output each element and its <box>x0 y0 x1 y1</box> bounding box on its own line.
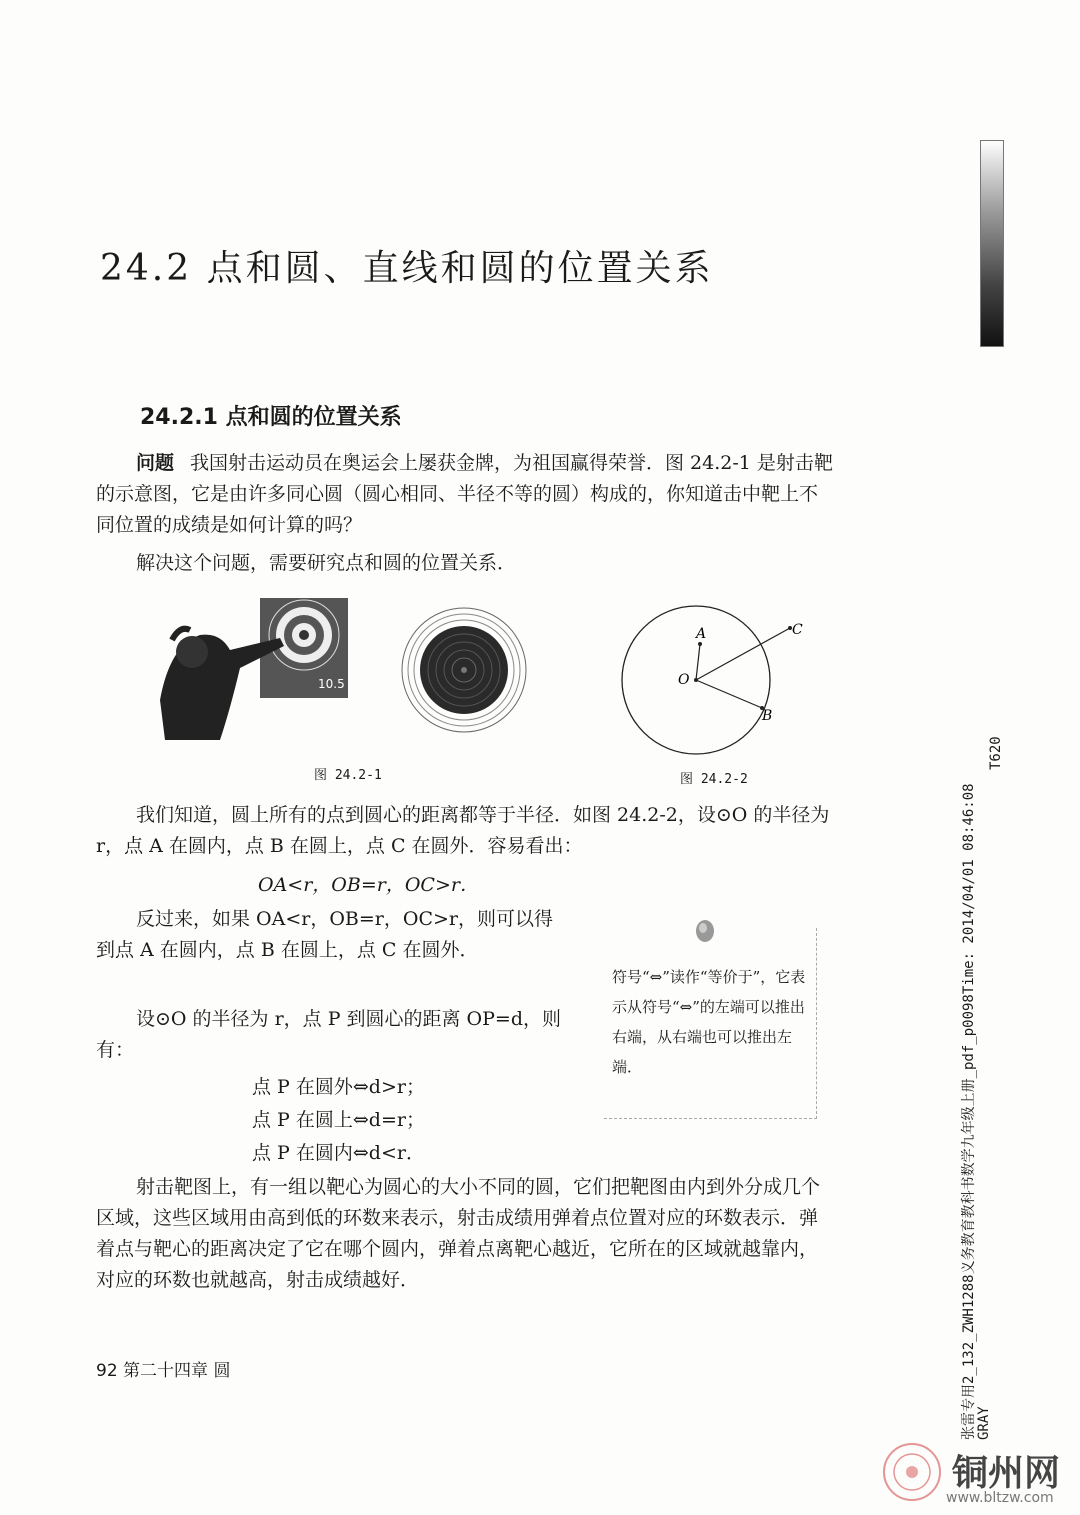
point-a-label: A <box>696 626 707 642</box>
side-note-text: 符号“⇔”读作“等价于”，它表示从符号“⇔”的左端可以推出右端，从右端也可以推出左端． <box>612 968 806 1076</box>
math-inequalities: OA<r，OB=r，OC>r． <box>258 874 479 896</box>
problem-label: 问题 <box>136 452 175 474</box>
solve-line: 解决这个问题，需要研究点和圆的位置关系． <box>136 552 517 574</box>
point-o-label: O <box>678 672 690 688</box>
paragraph-4: 射击靶图上，有一组以靶心为圆心的大小不同的圆，它们把靶图由内到外分成几个区域，这些区域用由高到低的环数来表示，射击成绩用弹着点位置对应的环数表示．弹着点与靶心的距离决定了它在哪个圆内，弹着点离靶心越近，它所在的区域就越靠内，对应的环数也就越高，射击成绩越好． <box>96 1176 821 1291</box>
paragraph-1: 我们知道，圆上所有的点到圆心的距离都等于半径．如图 24.2-2，设⊙O 的半径为 r，点 A 在圆内，点 B 在圆上，点 C 在圆外．容易看出： <box>96 804 830 857</box>
condition-outside: 点 P 在圆外⇔d>r； <box>252 1076 425 1098</box>
point-c-label: C <box>792 622 803 638</box>
scan-gray: GRAY <box>976 1406 992 1440</box>
figure-circle-diagram <box>610 600 820 765</box>
section-title: 24.2 点和圆、直线和圆的位置关系 <box>100 248 714 289</box>
paragraph-2: 反过来，如果 OA<r，OB=r，OC>r，则可以得到点 A 在圆内，点 B 在圆上，点 C 在圆外． <box>96 908 553 961</box>
target-illustration <box>402 608 526 732</box>
watermark-seal-icon <box>880 1440 944 1504</box>
point-b-label: B <box>762 708 773 724</box>
scan-info: 张雷专用2_132_ZWH1288义务教育教科书数学九年级上册_pdf_p0098Time: 2014/04/01 08:46:08 <box>961 783 977 1440</box>
watermark-site: 铜州网 <box>952 1453 1061 1494</box>
shooter-photo <box>160 598 348 740</box>
grayscale-bar <box>980 140 1004 347</box>
condition-on: 点 P 在圆上⇔d=r； <box>252 1109 425 1131</box>
page-footer: 92 第二十四章 圆 <box>96 1361 231 1381</box>
score-label: 10.5 <box>318 677 345 691</box>
figure2-caption: 图 24.2-2 <box>680 772 748 787</box>
problem-text: 我国射击运动员在奥运会上屡获金牌，为祖国赢得荣誉．图 24.2-1 是射击靶的示意图，它是由许多同心圆（圆心相同、半径不等的圆）构成的，你知道击中靶上不同位置的成绩是如何计算的吗？ <box>96 452 833 536</box>
condition-inside: 点 P 在圆内⇔d<r． <box>252 1142 425 1164</box>
problem-paragraph <box>96 448 836 541</box>
subsection-title: 24.2.1 点和圆的位置关系 <box>140 405 402 430</box>
paragraph-3: 设⊙O 的半径为 r，点 P 到圆心的距离 OP=d，则有： <box>96 1008 562 1061</box>
figure-target-photos <box>160 590 580 750</box>
figure1-caption: 图 24.2-1 <box>314 768 382 783</box>
scan-code: T620 <box>988 736 1004 770</box>
watermark-url: www.bltzw.com <box>946 1490 1054 1506</box>
